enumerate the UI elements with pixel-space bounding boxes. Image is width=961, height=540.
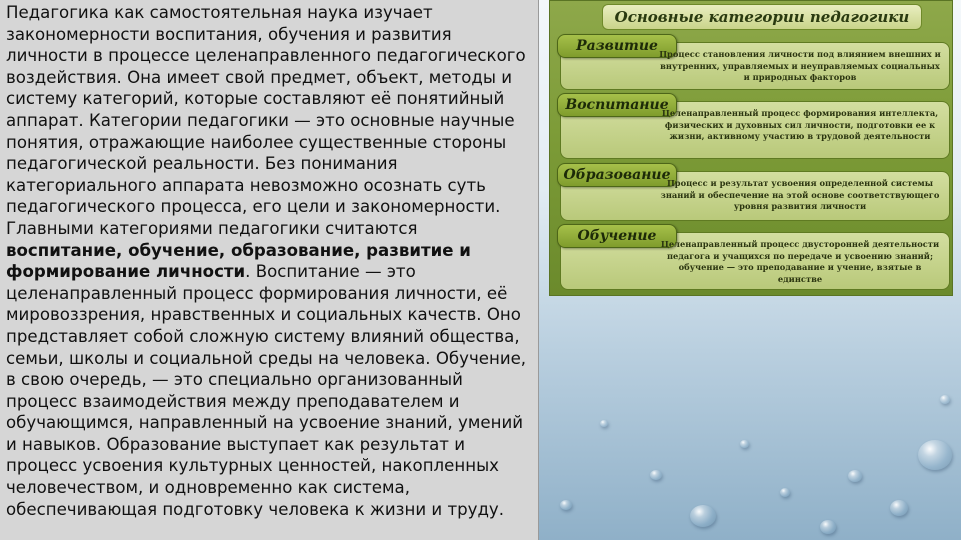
water-drop xyxy=(940,395,950,404)
category-block-development xyxy=(560,38,950,90)
category-description: Целенаправленный процесс формирования интеллекта, физических и духовных сил личности, подготовки ее к жизни, активному участию в трудовой деятельности xyxy=(661,108,939,141)
diagram-title: Основные категории педагогики xyxy=(602,4,922,30)
category-label: Воспитание xyxy=(557,93,677,117)
water-drop xyxy=(600,420,608,427)
article-intro: Педагогика как самостоятельная наука изучает закономерности воспитания, обучения и развития личности в процессе целенаправленного педагогического воздействия. Она имеет свой предмет, объект, методы и систему категорий, которые составляют её понятийный аппарат. Категории педагогики — это основные научные понятия, отражающие наиболее существенные стороны педагогической реальности. Без понимания категориального аппарата невозможно осознать суть педагогического процесса, его цели и закономерности. Главными категориями педагогики считаются xyxy=(6,3,526,238)
category-block-learning xyxy=(560,228,950,290)
categories-diagram xyxy=(549,0,953,296)
water-drop xyxy=(560,500,572,510)
article-highlight: воспитание, обучение, образование, развитие и формирование личности xyxy=(6,240,471,282)
water-drop xyxy=(650,470,662,480)
category-label: Развитие xyxy=(557,34,677,58)
water-drop xyxy=(820,520,836,534)
water-drop xyxy=(690,505,716,527)
category-description: Процесс и результат усвоения определенной системы знаний и обеспечение на этой основе соответствующего уровня развития личности xyxy=(660,178,940,211)
category-label: Обучение xyxy=(557,224,677,248)
water-drop xyxy=(918,440,952,470)
category-description: Целенаправленный процесс двусторонней деятельности педагога и учащихся по передаче и усвоению знаний; обучение — это преподавание и учение, взятые в единстве xyxy=(660,239,940,284)
category-block-upbringing xyxy=(560,97,950,159)
article-rest: . Воспитание — это целенаправленный процесс формирования личности, её мировоззрения, нравственных и социальных качеств. Оно представляет собой сложную систему влияний общества, семьи, школы и социальной среды на человека. Обучение, в свою очередь, — это специально организованный процесс взаимодействия между преподавателем и обучающимся, направленный на усвоение знаний, умений и навыков. Образование выступает как результат и процесс усвоения культурных ценностей, накопленных человечеством, и одновременно как система, обеспечивающая подготовку человека к жизни и труду. xyxy=(6,262,527,519)
category-label: Образование xyxy=(557,163,677,187)
water-drop xyxy=(890,500,908,516)
water-drop xyxy=(740,440,749,448)
article-text xyxy=(6,2,532,520)
water-drop xyxy=(780,488,790,497)
category-block-education xyxy=(560,167,950,221)
water-drop xyxy=(848,470,862,482)
category-description: Процесс становления личности под влиянием внешних и внутренних, управляемых и неуправляемых социальных и природных факторов xyxy=(659,49,941,82)
